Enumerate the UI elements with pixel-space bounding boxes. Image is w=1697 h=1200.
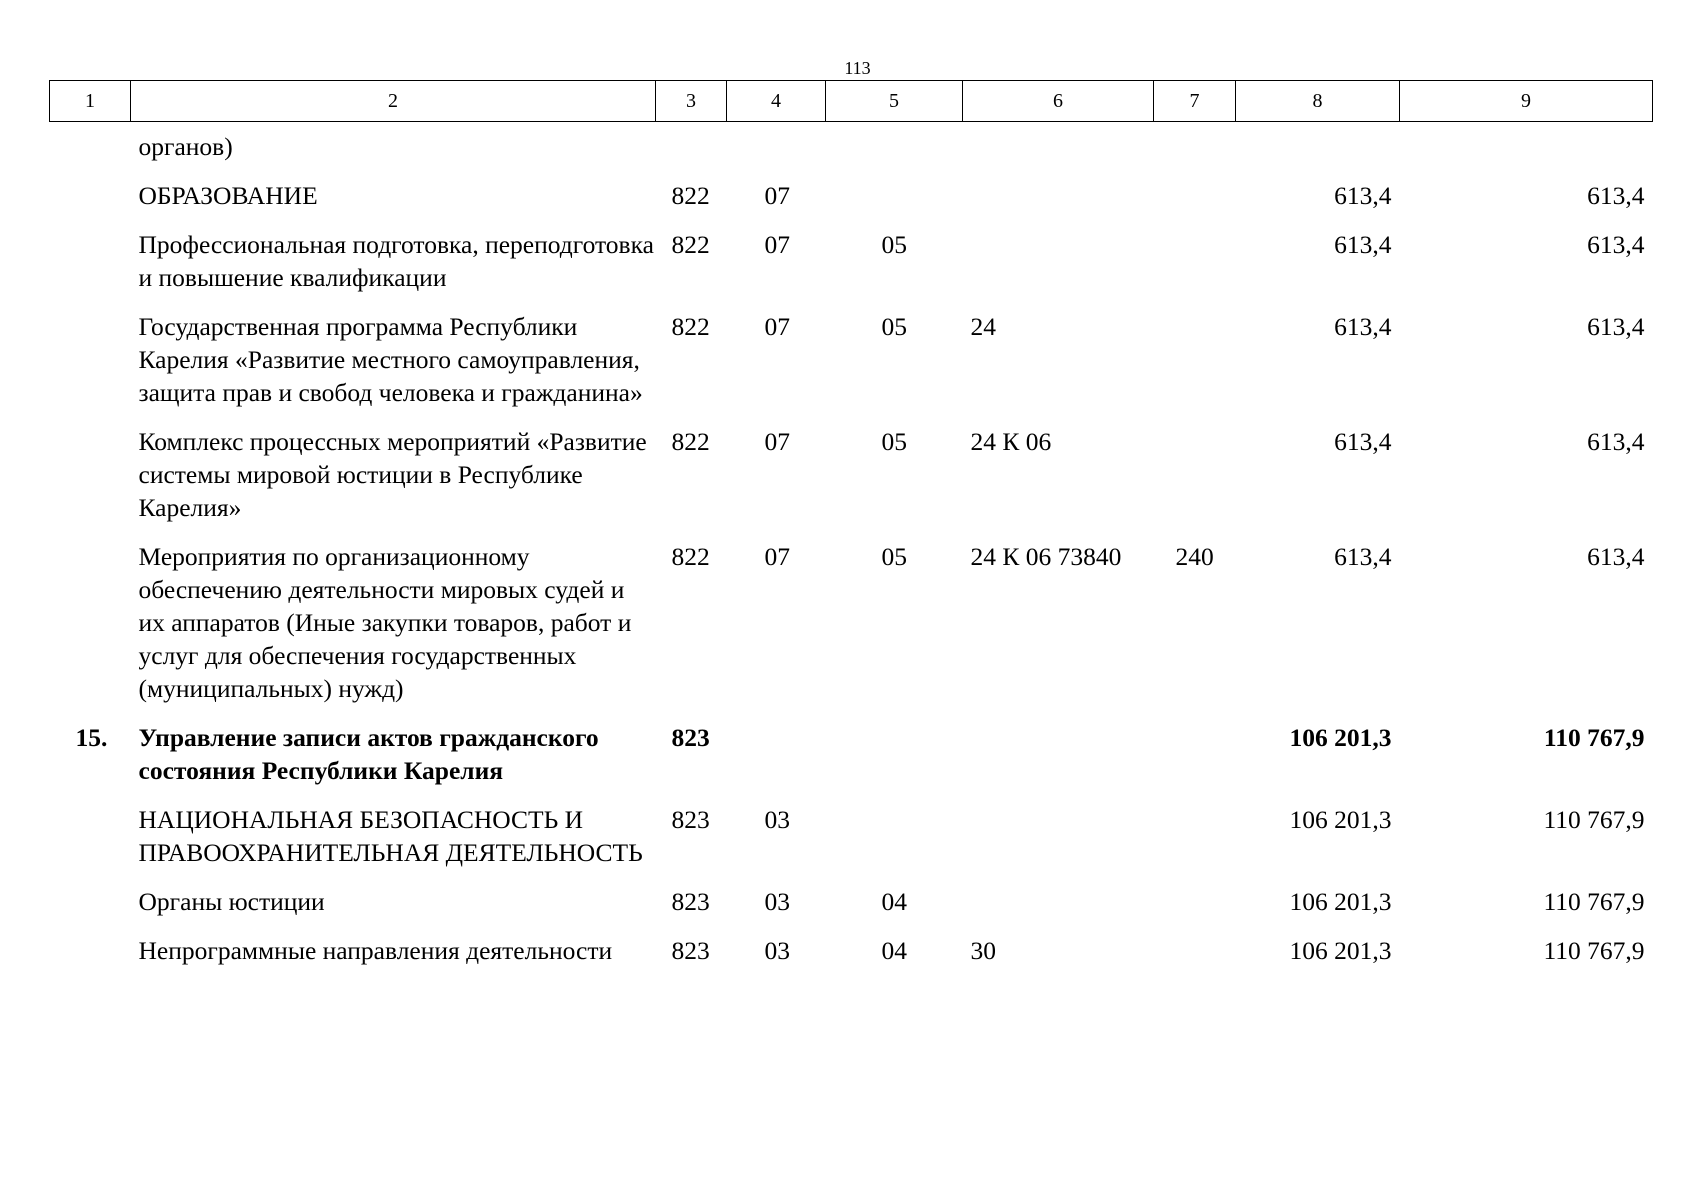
header-row xyxy=(50,81,1653,122)
table-row xyxy=(50,122,1653,180)
amount-col-9: 110 767,9 xyxy=(1543,805,1645,834)
row-name: Комплекс процессных мероприятий «Развитие системы мировой юстиции в Республике Карелия» xyxy=(138,427,647,522)
target-article-code: 24 К 06 73840 xyxy=(970,542,1122,571)
department-code: 822 xyxy=(671,230,710,259)
target-article-code: 24 К 06 xyxy=(970,427,1052,456)
header-col-2: 2 xyxy=(131,81,656,122)
section-code: 07 xyxy=(764,542,790,571)
row-name: Органы юстиции xyxy=(138,887,325,916)
section-code: 07 xyxy=(764,312,790,341)
row-number xyxy=(50,228,131,310)
target-article-code xyxy=(963,122,1154,180)
amount-col-9: 613,4 xyxy=(1587,542,1645,571)
header-col-5: 5 xyxy=(826,81,963,122)
header-col-7: 7 xyxy=(1154,81,1236,122)
row-name: Государственная программа Республики Карелия «Развитие местного самоуправления, защита прав и свобод человека и гражданина» xyxy=(138,312,643,407)
expense-type-code xyxy=(1154,228,1236,310)
table-row xyxy=(50,803,1653,885)
table-row xyxy=(50,885,1653,934)
subsection-code: 05 xyxy=(881,230,907,259)
amount-col-8: 613,4 xyxy=(1334,230,1392,259)
row-number xyxy=(50,803,131,885)
row-name: Мероприятия по организационному обеспечению деятельности мировых судей и их аппаратов (Иные закупки товаров, работ и услуг для обеспечения государственных (муниципальных) нужд) xyxy=(138,542,632,703)
expense-type-code xyxy=(1154,885,1236,934)
amount-col-9: 613,4 xyxy=(1587,427,1645,456)
amount-col-8: 613,4 xyxy=(1334,312,1392,341)
department-code: 822 xyxy=(671,181,710,210)
target-article-code: 24 xyxy=(970,312,996,341)
department-code: 822 xyxy=(671,427,710,456)
expense-type-code: 240 xyxy=(1175,542,1214,571)
header-col-1: 1 xyxy=(50,81,131,122)
expense-type-code xyxy=(1154,310,1236,425)
table-body xyxy=(50,122,1653,984)
department-code: 823 xyxy=(671,887,710,916)
section-code xyxy=(727,721,826,803)
amount-col-8: 613,4 xyxy=(1334,181,1392,210)
header-col-8: 8 xyxy=(1236,81,1400,122)
amount-col-9: 110 767,9 xyxy=(1543,723,1645,752)
amount-col-8: 106 201,3 xyxy=(1289,936,1392,965)
subsection-code: 04 xyxy=(881,936,907,965)
amount-col-8 xyxy=(1236,122,1400,180)
row-name: органов) xyxy=(138,132,233,161)
target-article-code xyxy=(963,803,1154,885)
row-number: 15. xyxy=(75,723,108,752)
expense-type-code xyxy=(1154,721,1236,803)
target-article-code xyxy=(963,179,1154,228)
table-row xyxy=(50,179,1653,228)
section-code: 03 xyxy=(764,805,790,834)
header-col-4: 4 xyxy=(727,81,826,122)
amount-col-8: 106 201,3 xyxy=(1289,805,1392,834)
amount-col-8: 613,4 xyxy=(1334,542,1392,571)
row-number xyxy=(50,310,131,425)
row-number xyxy=(50,179,131,228)
department-code: 822 xyxy=(671,312,710,341)
target-article-code xyxy=(963,885,1154,934)
table-row xyxy=(50,310,1653,425)
row-number xyxy=(50,425,131,540)
subsection-code: 04 xyxy=(881,887,907,916)
row-number xyxy=(50,540,131,721)
expense-type-code xyxy=(1154,425,1236,540)
section-code: 07 xyxy=(764,230,790,259)
row-name: НАЦИОНАЛЬНАЯ БЕЗОПАСНОСТЬ И ПРАВООХРАНИТЕЛЬНАЯ ДЕЯТЕЛЬНОСТЬ xyxy=(138,805,643,867)
table-row xyxy=(50,934,1653,983)
budget-table xyxy=(49,80,1653,983)
department-code: 822 xyxy=(671,542,710,571)
target-article-code: 30 xyxy=(970,936,996,965)
expense-type-code xyxy=(1154,122,1236,180)
subsection-code xyxy=(826,122,963,180)
subsection-code: 05 xyxy=(881,312,907,341)
amount-col-9: 613,4 xyxy=(1587,312,1645,341)
expense-type-code xyxy=(1154,934,1236,983)
row-number xyxy=(50,122,131,180)
amount-col-8: 613,4 xyxy=(1334,427,1392,456)
header-col-6: 6 xyxy=(963,81,1154,122)
expense-type-code xyxy=(1154,179,1236,228)
amount-col-9: 110 767,9 xyxy=(1543,887,1645,916)
row-name: Непрограммные направления деятельности xyxy=(138,936,613,965)
amount-col-9: 110 767,9 xyxy=(1543,936,1645,965)
table-row-department-total xyxy=(50,721,1653,803)
section-code: 07 xyxy=(764,427,790,456)
section-code: 03 xyxy=(764,887,790,916)
department-code: 823 xyxy=(671,805,710,834)
department-code: 823 xyxy=(671,723,710,752)
section-code: 07 xyxy=(764,181,790,210)
section-code xyxy=(727,122,826,180)
amount-col-9: 613,4 xyxy=(1587,181,1645,210)
subsection-code: 05 xyxy=(881,427,907,456)
subsection-code: 05 xyxy=(881,542,907,571)
amount-col-9 xyxy=(1400,122,1653,180)
table-row xyxy=(50,228,1653,310)
target-article-code xyxy=(963,721,1154,803)
row-number xyxy=(50,885,131,934)
row-number xyxy=(50,934,131,983)
row-name: ОБРАЗОВАНИЕ xyxy=(138,181,318,210)
header-col-9: 9 xyxy=(1400,81,1653,122)
subsection-code xyxy=(826,803,963,885)
table-row xyxy=(50,540,1653,721)
page-number: 113 xyxy=(844,58,871,78)
expense-type-code xyxy=(1154,803,1236,885)
row-name: Профессиональная подготовка, переподготовка и повышение квалификации xyxy=(138,230,654,292)
column-number-header xyxy=(50,81,1653,122)
amount-col-8: 106 201,3 xyxy=(1289,887,1392,916)
amount-col-8: 106 201,3 xyxy=(1289,723,1392,752)
subsection-code xyxy=(826,179,963,228)
table-row xyxy=(50,425,1653,540)
subsection-code xyxy=(826,721,963,803)
department-code xyxy=(656,122,727,180)
row-name: Управление записи актов гражданского состояния Республики Карелия xyxy=(138,723,599,785)
department-code: 823 xyxy=(671,936,710,965)
amount-col-9: 613,4 xyxy=(1587,230,1645,259)
header-col-3: 3 xyxy=(656,81,727,122)
target-article-code xyxy=(963,228,1154,310)
section-code: 03 xyxy=(764,936,790,965)
